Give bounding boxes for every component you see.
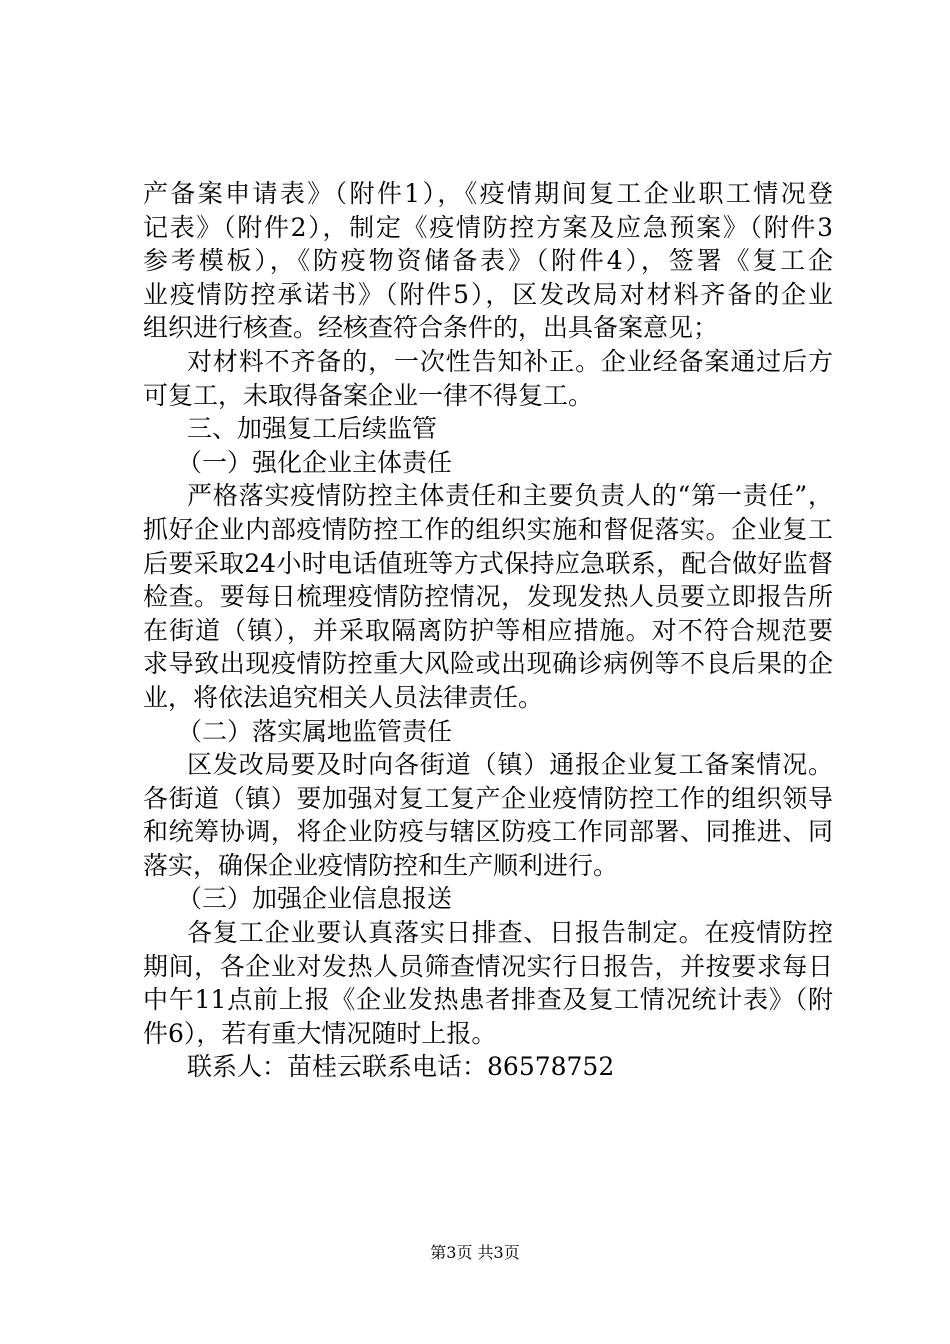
- text-line: 在街道（镇），并采取隔离防护等相应措施。对不符合规范要: [143, 615, 833, 645]
- text-line: （三）加强企业信息报送: [177, 884, 453, 914]
- text-line: 严格落实疫情防控主体责任和主要负责人的“第一责任”，: [187, 481, 833, 511]
- paragraph: [143, 916, 833, 1050]
- contact-info: [143, 1050, 833, 1084]
- text-line: 落实，确保企业疫情防控和生产顺利进行。: [143, 850, 619, 880]
- text-line: 业，将依法追究相关人员法律责任。: [143, 682, 544, 712]
- section-heading: [143, 412, 833, 446]
- text-line: 中午11点前上报《企业发热患者排查及复工情况统计表》（附: [143, 985, 833, 1015]
- text-line: 抓好企业内部疫情防控工作的组织实施和督促落实。企业复工: [143, 514, 833, 544]
- text-line: 后要采取24小时电话值班等方式保持应急联系，配合做好监督: [143, 548, 833, 578]
- subsection-heading: [143, 446, 833, 480]
- paragraph: [143, 479, 833, 714]
- page-number-footer: 第3页 共3页: [430, 1243, 520, 1262]
- text-line: 件6），若有重大情况随时上报。: [143, 1018, 497, 1048]
- text-line: 和统筹协调，将企业防疫与辖区防疫工作同部署、同推进、同: [143, 817, 833, 847]
- text-line: 三、加强复工后续监管: [187, 414, 438, 444]
- text-line: （二）落实属地监管责任: [177, 716, 453, 746]
- paragraph: [143, 748, 833, 882]
- text-line: 参考模板），《防疫物资储备表》（附件4），签署《复工企: [143, 246, 833, 276]
- subsection-heading: [143, 882, 833, 916]
- text-line: （一）强化企业主体责任: [177, 447, 453, 477]
- text-line: 各街道（镇）要加强对复工复产企业疫情防控工作的组织领导: [143, 783, 833, 813]
- text-line: 区发改局要及时向各街道（镇）通报企业复工备案情况。: [187, 750, 833, 780]
- paragraph: [143, 177, 833, 345]
- text-line: 可复工，未取得备案企业一律不得复工。: [143, 380, 594, 410]
- text-line: 记表》（附件2），制定《疫情防控方案及应急预案》（附件3: [143, 212, 833, 242]
- text-line: 业疫情防控承诺书》（附件5），区发改局对材料齐备的企业: [143, 279, 833, 309]
- paragraph: [143, 345, 833, 412]
- text-line: 产备案申请表》（附件1），《疫情期间复工企业职工情况登: [143, 179, 833, 208]
- document-body: [143, 177, 833, 1084]
- text-line: 联系人：苗桂云联系电话：86578752: [187, 1052, 615, 1082]
- text-line: 求导致出现疫情防控重大风险或出现确诊病例等不良后果的企: [143, 649, 833, 679]
- text-line: 组织进行核查。经核查符合条件的，出具备案意见；: [143, 313, 719, 343]
- text-line: 对材料不齐备的，一次性告知补正。企业经备案通过后方: [187, 346, 833, 376]
- text-line: 期间，各企业对发热人员筛查情况实行日报告，并按要求每日: [143, 951, 833, 981]
- text-line: 检查。要每日梳理疫情防控情况，发现发热人员要立即报告所: [143, 582, 833, 612]
- subsection-heading: [143, 715, 833, 749]
- text-line: 各复工企业要认真落实日排查、日报告制定。在疫情防控: [187, 918, 833, 948]
